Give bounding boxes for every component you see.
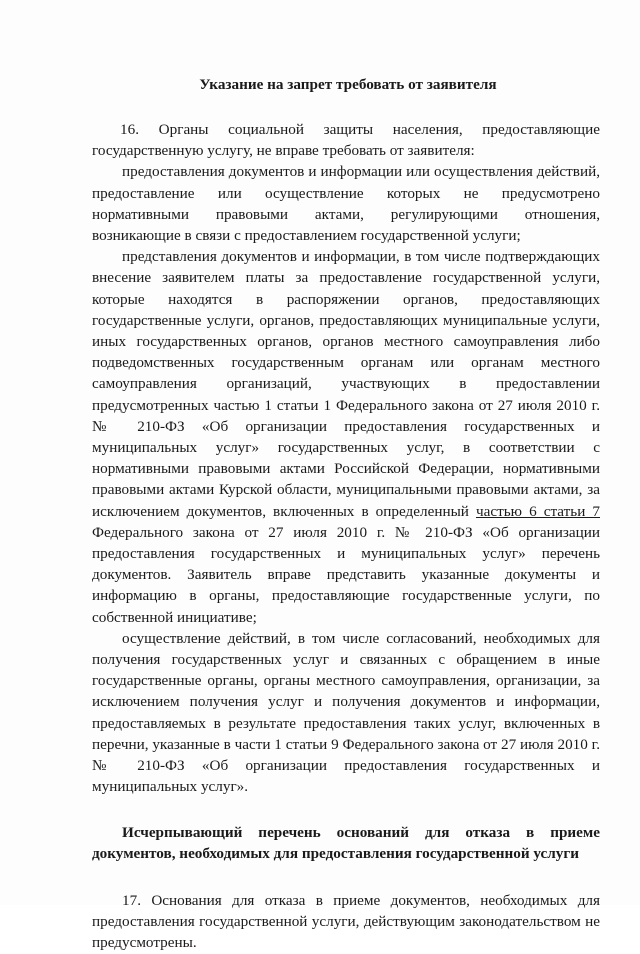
section-heading-refusal-grounds: Исчерпывающий перечень оснований для отказа в приеме документов, необходимых для предоставления государственной услуги bbox=[92, 823, 600, 862]
paragraph-16-item-b-text-1: представления документов и информации, в том числе подтверждающих внесение заявителем платы за предоставление государственной услуги, которые находятся в распоряжении органов, предоставляющих государственные услуги, органов, предоставляющих муниципальные услуги, иных государственных органов, органов местного самоуправления либо подведомственных государственным органам или органам местного самоуправления организаций, участвующих в предоставлении предусмотренных частью 1 статьи 1 Федерального закона от 27 июля 2010 г. № 210-ФЗ «Об организации предоставления государственных и муниципальных услуг» государственных услуг, в соответствии с нормативными правовыми актами Российской Федерации, нормативными правовыми актами Курской области, муниципальными правовыми актами, за исключением документов, включенных в определенный bbox=[92, 248, 600, 520]
spacer bbox=[92, 864, 600, 890]
paragraph-16-item-c: осуществление действий, в том числе согласований, необходимых для получения государственных услуг и связанных с обращением в иные государственные органы, органы местного самоуправления, организации, за исключением получения услуг и получения документов и информации, предоставляемых в результате предоставления таких услуг, включенных в перечни, указанные в части 1 статьи 9 Федерального закона от 27 июля 2010 г. № 210-ФЗ «Об организации предоставления государственных и муниципальных услуг». bbox=[92, 629, 600, 796]
paragraph-16-item-a: предоставления документов и информации или осуществления действий, предоставление или осуществление которых не предусмотрено нормативными правовыми актами, регулирующими отношения, возникающие в связи с предоставлением государственной услуги; bbox=[92, 163, 600, 245]
law-reference-link: частью 6 статьи 7 bbox=[475, 502, 600, 520]
paragraph-17: 17. Основания для отказа в приеме документов, необходимых для предоставления государственной услуги, действующим законодательством не предусмотрены. bbox=[92, 891, 600, 952]
paragraph-16-intro: 16. Органы социальной защиты населения, предоставляющие государственную услугу, не вправе требовать от заявителя: bbox=[92, 121, 600, 160]
paragraph-16-item-b-text-2: Федерального закона от 27 июля 2010 г. № 210-ФЗ «Об организации предоставления государственных и муниципальных услуг» перечень документов. Заявитель вправе представить указанные документы и информацию в органы, предоставляющие государственные услуги, по собственной инициативе; bbox=[92, 523, 600, 626]
section-heading-prohibition: Указание на запрет требовать от заявителя bbox=[199, 76, 497, 93]
paragraph-16-item-b bbox=[92, 246, 600, 628]
